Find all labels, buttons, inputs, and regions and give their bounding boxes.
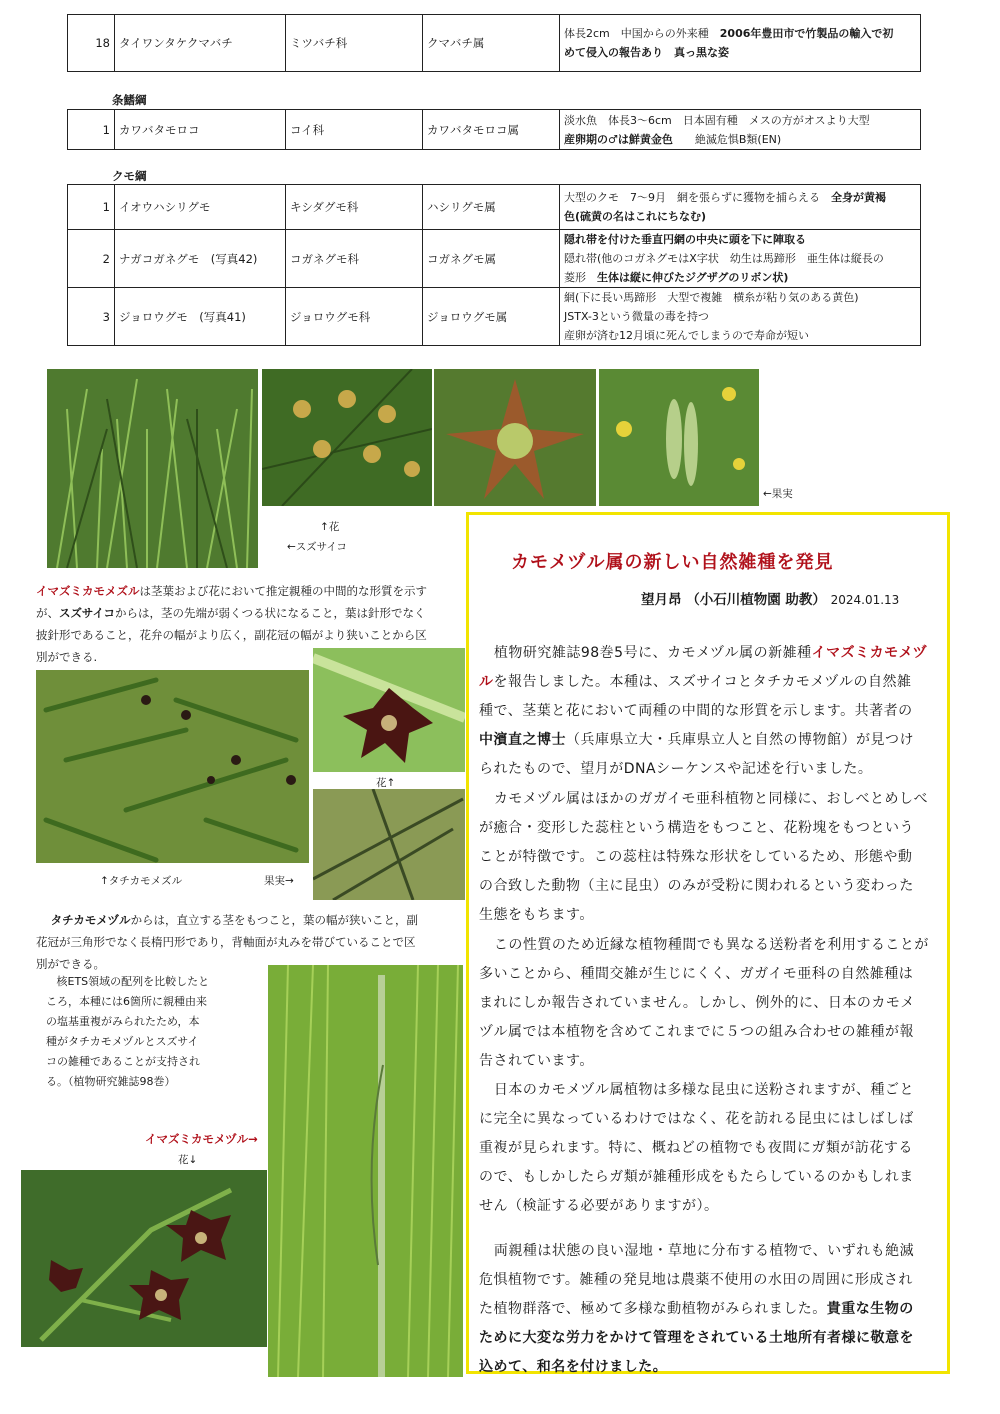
article-author: 望月昂 （小石川植物園 助教） xyxy=(641,592,826,608)
tachika-fruit-photo xyxy=(313,789,465,900)
text: 多いことから、種間交雑が生じにくく、ガガイモ亜科の自然雑種は xyxy=(479,966,914,982)
text: （兵庫県立大・兵庫県立人と自然の博物館）が見つけ xyxy=(566,732,914,748)
note-text: 産卵が済む12月頃に死んでしまうので寿命が短い xyxy=(564,329,809,342)
genus-name: クマバチ属 xyxy=(423,15,560,72)
row-number: 1 xyxy=(68,185,115,230)
species-highlight: ル xyxy=(479,674,494,690)
species-name: イオウハシリグモ xyxy=(115,185,286,230)
table-row xyxy=(68,230,921,288)
species-note xyxy=(560,110,921,150)
species-highlight: イマズミカモメヅ xyxy=(811,645,928,661)
text: に完全に異なっているわけではなく、花を訪れる昆虫にはしばしば xyxy=(479,1111,914,1127)
note-bold: めて侵入の報告あり 真っ黒な姿 xyxy=(564,46,729,59)
text: が、 xyxy=(36,606,59,620)
genus-name: カワバタモロコ属 xyxy=(423,110,560,150)
genus-name: ハシリグモ属 xyxy=(423,185,560,230)
article-date: 2024.01.13 xyxy=(830,593,900,607)
section-title-spider: クモ綱 xyxy=(112,169,147,183)
text: 核ETS領域の配列を比較したと xyxy=(56,975,210,988)
text: からは，茎の先端が弱くつる状になること，葉は針形でなく xyxy=(115,606,426,620)
text: 別ができる. xyxy=(36,650,98,664)
text: からは，直立する茎をもつこと，葉の幅が狭いこと，副 xyxy=(130,913,419,927)
note-text: JSTX-3という微量の毒を持つ xyxy=(564,310,709,323)
family-name: ジョロウグモ科 xyxy=(286,288,423,346)
tachikamomezuru-habitat-photo xyxy=(36,670,309,863)
text: 種がタチカモメヅルとスズサイ xyxy=(46,1035,199,1048)
text: まれにしか報告されていません。しかし、例外的に、日本のカモメ xyxy=(479,995,915,1011)
species-name: ジョロウグモ (写真41) xyxy=(115,288,286,346)
text: せん（検証する必要がありますが）。 xyxy=(479,1198,719,1214)
text: 種で、茎葉と花において両種の中間的な形質を示します。共著者の xyxy=(479,703,913,719)
fish-table xyxy=(67,109,921,150)
imazumi-label xyxy=(145,1131,258,1147)
spider-table xyxy=(67,184,921,346)
table-row xyxy=(68,15,921,72)
dark-flower-photo xyxy=(313,648,465,772)
family-name: コガネグモ科 xyxy=(286,230,423,288)
section-title-fish: 条鰭綱 xyxy=(112,93,147,107)
article-paragraph-2 xyxy=(479,785,941,930)
note-bold: 2006年豊田市で竹製品の輸入で初 xyxy=(719,27,894,40)
species-note xyxy=(560,230,921,288)
caption-tachikamomezuru: ↑タチカモメズル xyxy=(100,875,183,887)
text: は茎葉および花において推定親種の中間的な形質を示す xyxy=(139,584,427,598)
species-highlight: イマズミカモメズル xyxy=(36,584,140,598)
genus-name: ジョロウグモ属 xyxy=(423,288,560,346)
table-row xyxy=(68,288,921,346)
table-row xyxy=(68,185,921,230)
text: 披針形であること，花弁の幅がより広く，副花冠の幅がより狭いことから区 xyxy=(36,628,427,642)
text: の塩基重複がみられたため，本 xyxy=(46,1015,200,1028)
note-text: 隠れ帯(他のコガネグモはX字状 幼生は馬蹄形 亜生体は縦長の xyxy=(564,252,884,265)
caption-flower-up: ↑花 xyxy=(320,521,340,533)
text-bold: ために大変な労力をかけて管理をされている土地所有者様に敬意を xyxy=(479,1330,914,1346)
row-number: 2 xyxy=(68,230,115,288)
coauthor-name: 中濱直之博士 xyxy=(479,732,566,748)
text: 植物研究雑誌98巻5号に、カモメヅル属の新雑種 xyxy=(493,645,812,661)
caption-flower-down: 花↓ xyxy=(178,1154,198,1166)
species-note xyxy=(560,185,921,230)
text: ころ，本種には6箇所に親種由来 xyxy=(46,995,207,1008)
text: この性質のため近縁な植物種間でも異なる送粉者を利用することが xyxy=(493,937,929,953)
article-paragraph-4 xyxy=(479,1076,941,1221)
text: ヅル属では本植物を含めてこれまでに５つの組み合わせの雑種が報 xyxy=(479,1024,914,1040)
note-text: 大型のクモ 7～9月 網を張らずに獲物を捕らえる xyxy=(564,191,831,204)
species-name: ナガコガネグモ (写真42) xyxy=(115,230,286,288)
species-name: カワバタモロコ xyxy=(115,110,286,150)
note-bold: 色(硫黄の名はこれにちなむ) xyxy=(564,210,707,223)
description-paragraph-3 xyxy=(46,972,209,1092)
text: 別ができる。 xyxy=(36,957,105,971)
text: られたもので、望月がDNAシーケンスや記述を行いました。 xyxy=(479,761,873,777)
text: 生態をもちます。 xyxy=(479,907,594,923)
species-bold: タチカモメヅル xyxy=(50,913,131,927)
caption-flower: 花↑ xyxy=(376,777,396,789)
imazumi-label-text: イマズミカモメヅル→ xyxy=(145,1132,258,1146)
text: を報告しました。本種は、スズサイコとタチカモメヅルの自然雑 xyxy=(493,674,912,690)
text: の合致した動物（主に昆虫）のみが受粉に関われるという変わった xyxy=(479,878,914,894)
text: コの雑種であることが支持され xyxy=(46,1055,200,1068)
text: カモメヅル属はほかのガガイモ亜科植物と同様に、おしべとめしべ xyxy=(493,791,929,807)
paddy-field-photo xyxy=(268,965,463,1377)
text: ことが特徴です。この蕊柱は特殊な形状をしているため、形態や動 xyxy=(479,849,913,865)
note-text: 絶滅危惧B類(EN) xyxy=(672,132,782,146)
suzusaiko-flower-photo xyxy=(262,369,432,506)
article-title: カモメヅル属の新しい自然雑種を発見 xyxy=(511,552,834,573)
note-text: 菱形 xyxy=(564,271,597,284)
insect-table xyxy=(67,14,921,72)
article-byline xyxy=(641,588,899,608)
row-number: 3 xyxy=(68,288,115,346)
flower-closeup-photo xyxy=(434,369,596,506)
note-bold: 産卵期の♂は鮮黄金色 xyxy=(564,132,673,146)
note-text: 淡水魚 体長3～6cm 日本固有種 メスの方がオスより大型 xyxy=(564,113,870,127)
family-name: コイ科 xyxy=(286,110,423,150)
article-paragraph-1 xyxy=(479,639,941,784)
caption-fruit: ←果実 xyxy=(763,488,793,500)
text-bold: 込めて、和名を付けました。 xyxy=(479,1359,668,1375)
note-bold: 全身が黄褐 xyxy=(831,191,886,204)
text: 重複が見られます。特に、概ねどの植物でも夜間にガ類が訪花する xyxy=(479,1140,913,1156)
note-text: 体長2cm 中国からの外来種 xyxy=(564,27,720,40)
text: 告されています。 xyxy=(479,1053,594,1069)
grass-habitat-photo xyxy=(47,369,258,568)
genus-name: コガネグモ属 xyxy=(423,230,560,288)
text: た植物群落で、極めて多様な動植物がみられました。 xyxy=(479,1301,827,1317)
fruit-photo xyxy=(599,369,759,506)
caption-fruit-right: 果実→ xyxy=(264,875,294,887)
caption-suzusaiko: ←スズサイコ xyxy=(287,541,347,553)
species-bold: スズサイコ xyxy=(59,606,116,620)
family-name: ミツバチ科 xyxy=(286,15,423,72)
row-number: 18 xyxy=(68,15,115,72)
text-bold: 貴重な生物の xyxy=(826,1301,914,1317)
note-bold: 隠れ帯を付けた垂直円網の中央に頭を下に陣取る xyxy=(564,233,806,246)
article-paragraph-3 xyxy=(479,931,941,1076)
note-text: 網(下に長い馬蹄形 大型で複雑 横糸が粘り気のある黄色) xyxy=(564,291,859,304)
imazumi-flower-photo xyxy=(21,1170,267,1347)
species-note xyxy=(560,15,921,72)
article-paragraph-5 xyxy=(479,1237,941,1382)
species-name: タイワンタケクマバチ xyxy=(115,15,286,72)
text: 花冠が三角形でなく長楕円形であり，背軸面が丸みを帯びていることで区 xyxy=(36,935,416,949)
text: 両親種は状態の良い湿地・草地に分布する植物で、いずれも絶滅 xyxy=(493,1243,915,1259)
row-number: 1 xyxy=(68,110,115,150)
text: 日本のカモメヅル属植物は多様な昆虫に送粉されますが、種ごと xyxy=(493,1082,914,1098)
text: が癒合・変形した蕊柱という構造をもつこと、花粉塊をもつという xyxy=(479,820,914,836)
family-name: キシダグモ科 xyxy=(286,185,423,230)
text: ので、もしかしたらガ類が雑種形成をもたらしているのかもしれま xyxy=(479,1169,914,1185)
note-bold: 生体は縦に伸びたジグザグのリボン状) xyxy=(597,271,789,284)
article-box xyxy=(466,512,950,1374)
table-row xyxy=(68,110,921,150)
species-note xyxy=(560,288,921,346)
text: 危惧植物です。雑種の発見地は農薬不使用の水田の周囲に形成され xyxy=(479,1272,913,1288)
text: る。（植物研究雑誌98巻） xyxy=(46,1075,176,1088)
